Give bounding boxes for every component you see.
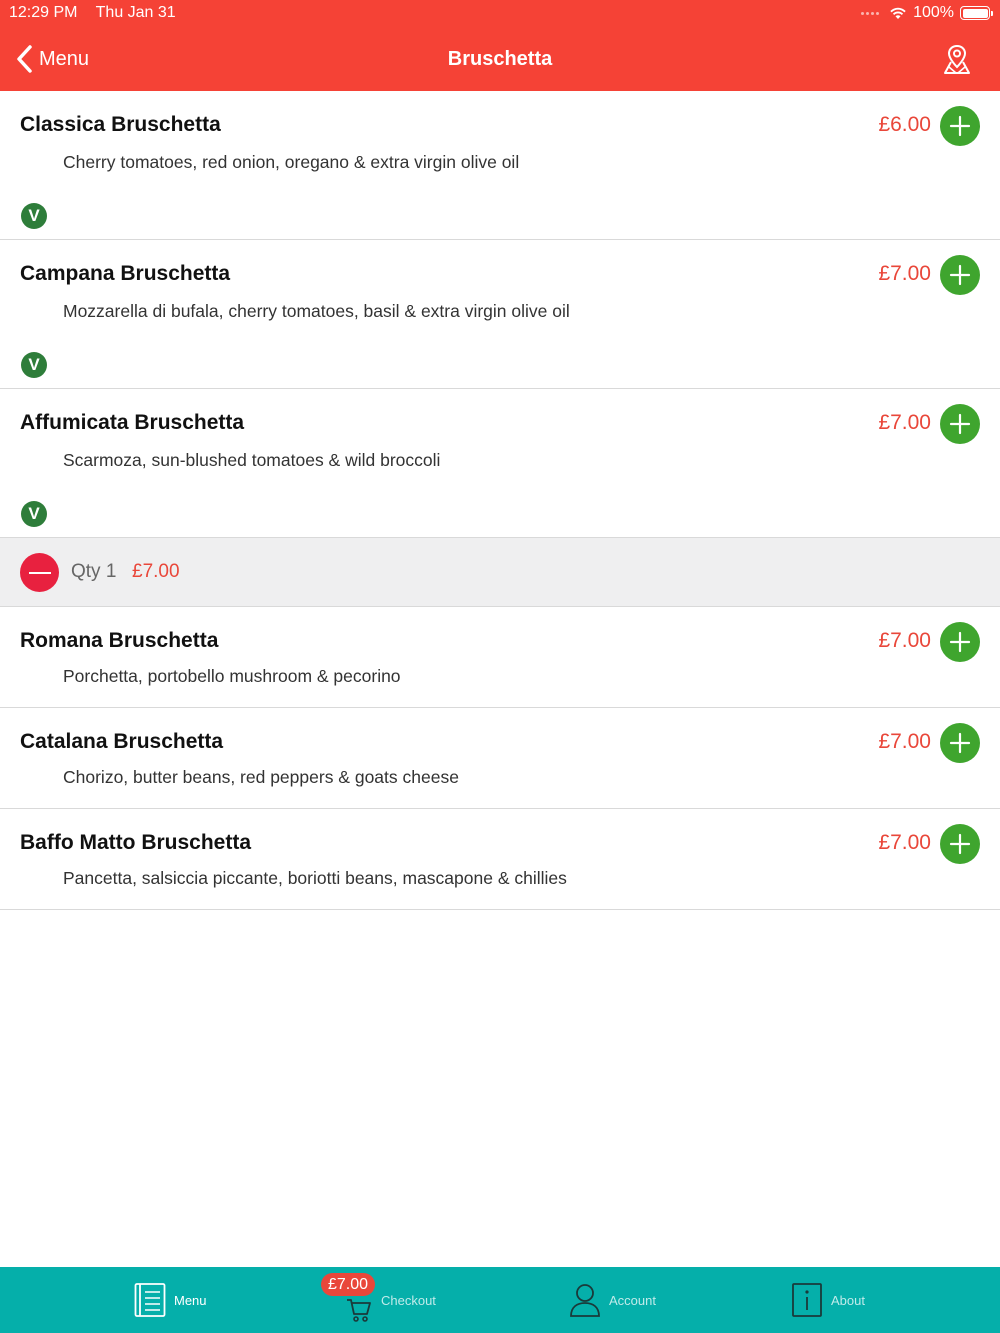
item-name: Catalana Bruschetta [20, 730, 224, 753]
menu-book-icon [134, 1282, 166, 1318]
wifi-icon [889, 6, 907, 20]
plus-icon [949, 413, 971, 435]
item-name: Campana Bruschetta [20, 262, 231, 285]
vegetarian-badge: V [21, 203, 47, 229]
item-name: Baffo Matto Bruschetta [20, 831, 252, 854]
item-name: Romana Bruschetta [20, 629, 219, 652]
nav-bar [0, 30, 1000, 91]
quantity-price: £7.00 [132, 561, 180, 582]
item-name: Classica Bruschetta [20, 113, 221, 136]
back-label: Menu [39, 47, 90, 70]
plus-icon [949, 115, 971, 137]
minus-icon [29, 572, 51, 574]
remove-button[interactable] [20, 553, 59, 592]
plus-icon [949, 732, 971, 754]
list-item [0, 809, 1000, 910]
tab-menu-label: Menu [174, 1292, 207, 1308]
vegetarian-badge: V [21, 352, 47, 378]
tab-about[interactable] [791, 1267, 865, 1333]
battery-percent: 100% [913, 4, 954, 21]
tab-bar [0, 1267, 1000, 1333]
status-right [861, 4, 990, 22]
cart-total-badge: £7.00 [321, 1273, 375, 1296]
add-button[interactable] [940, 404, 980, 444]
battery-icon [960, 6, 990, 20]
plus-icon [949, 264, 971, 286]
add-button[interactable] [940, 824, 980, 864]
tab-account-label: Account [609, 1292, 656, 1308]
info-icon [791, 1282, 823, 1318]
item-price: £7.00 [878, 629, 931, 652]
item-description: Mozzarella di bufala, cherry tomatoes, basil & extra virgin olive oil [63, 301, 570, 321]
item-price: £7.00 [878, 262, 931, 285]
tab-account[interactable] [569, 1267, 656, 1333]
item-description: Scarmoza, sun-blushed tomatoes & wild broccoli [63, 450, 441, 470]
tab-about-label: About [831, 1292, 865, 1308]
user-icon [569, 1282, 601, 1318]
tab-checkout-label: Checkout [381, 1292, 436, 1308]
location-button[interactable] [942, 43, 972, 80]
list-item [0, 91, 1000, 240]
plus-icon [949, 833, 971, 855]
tab-menu[interactable] [134, 1267, 207, 1333]
vegetarian-badge: V [21, 501, 47, 527]
item-name: Affumicata Bruschetta [20, 411, 245, 434]
cart-icon [345, 1294, 373, 1324]
add-button[interactable] [940, 723, 980, 763]
status-date: Thu Jan 31 [95, 4, 176, 21]
item-description: Pancetta, salsiccia piccante, boriotti beans, mascapone & chillies [63, 868, 567, 888]
item-price: £7.00 [878, 730, 931, 753]
add-button[interactable] [940, 106, 980, 146]
quantity-label: Qty 1 [71, 561, 117, 582]
item-description: Cherry tomatoes, red onion, oregano & extra virgin olive oil [63, 152, 520, 172]
list-item [0, 607, 1000, 708]
signal-icon [861, 12, 879, 15]
status-time: 12:29 PM [9, 4, 78, 21]
item-description: Chorizo, butter beans, red peppers & goats cheese [63, 767, 459, 787]
item-price: £7.00 [878, 411, 931, 434]
menu-list [0, 91, 1000, 910]
add-button[interactable] [940, 255, 980, 295]
list-item [0, 708, 1000, 809]
cart-quantity-row [0, 538, 1000, 607]
item-price: £6.00 [878, 113, 931, 136]
item-price: £7.00 [878, 831, 931, 854]
list-item [0, 240, 1000, 389]
plus-icon [949, 631, 971, 653]
add-button[interactable] [940, 622, 980, 662]
map-pin-icon [942, 43, 972, 75]
status-bar [0, 0, 1000, 30]
page-title: Bruschetta [447, 48, 553, 70]
list-item [0, 389, 1000, 538]
item-description: Porchetta, portobello mushroom & pecorino [63, 666, 401, 686]
status-left [9, 4, 190, 22]
